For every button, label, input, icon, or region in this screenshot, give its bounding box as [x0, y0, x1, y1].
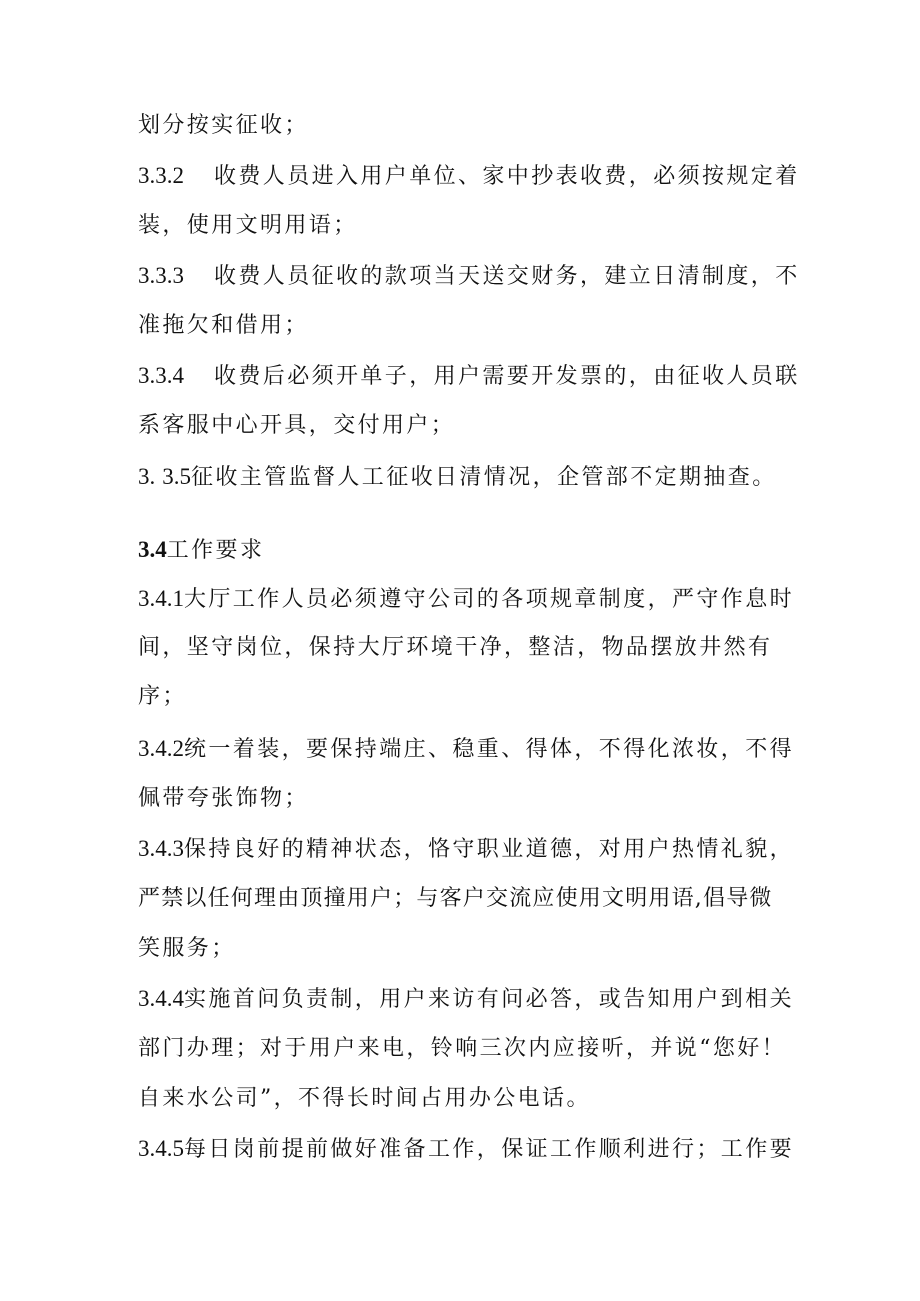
clause-3-4-3: 3.4.3保持良好的精神状态，恪守职业道德，对用户热情礼貌， [138, 836, 795, 862]
section-number: 3.4 [138, 537, 167, 562]
clause-3-3-2: 3.3.2 收费人员进入用户单位、家中抄表收费，必须按规定着 [138, 163, 800, 189]
section-heading-3-4 [138, 536, 264, 565]
clause-number: 3.4.2 [138, 736, 184, 761]
text-line: 准拖欠和借用； [138, 313, 309, 338]
text-line: 笑服务； [138, 936, 236, 961]
clause-3-4-1: 3.4.1大厅工作人员必须遵守公司的各项规章制度，严守作息时 [138, 586, 795, 612]
clause-number: 3.4.3 [138, 836, 184, 861]
clause-3-4-2: 3.4.2统一着装，要保持端庄、稳重、得体，不得化浓妆，不得 [138, 736, 795, 762]
clause-number: 3.3.3 [138, 263, 184, 288]
clause-number: 3. [138, 464, 156, 489]
clause-number: 3.4.1 [138, 586, 184, 611]
text-line: 序； [138, 684, 187, 709]
clause-number: 3.3.4 [138, 363, 184, 388]
clause-number: 3.4.5 [138, 1136, 184, 1161]
clause-3-3-3: 3.3.3 收费人员征收的款项当天送交财务，建立日清制度，不 [138, 263, 800, 289]
section-title: 工作要求 [166, 538, 265, 563]
text-line: 间，坚守岗位，保持大厅环境干净，整洁，物品摆放井然有 [138, 635, 773, 660]
text-line: 部门办理；对于用户来电，铃响三次内应接听，并说“您好！ [138, 1036, 787, 1061]
text-line: 佩带夸张饰物； [138, 786, 309, 811]
text-line: 自来水公司”，不得长时间占用办公电话。 [138, 1086, 591, 1111]
clause-3-4-5: 3.4.5每日岗前提前做好准备工作，保证工作顺利进行；工作要 [138, 1136, 795, 1162]
clause-number: 3.4.4 [138, 986, 184, 1011]
clause-number: 3.5 [162, 464, 191, 489]
text-line: 划分按实征收； [138, 113, 309, 138]
text-line: 严禁以任何理由顶撞用户；与客户交流应使用文明用语,倡导微 [138, 886, 773, 911]
clause-3-3-5: 3. 3.5征收主管监督人工征收日清情况，企管部不定期抽查。 [138, 464, 777, 490]
clause-number: 3.3.2 [138, 163, 184, 188]
text-line: 系客服中心开具，交付用户； [138, 413, 456, 438]
text-line: 装，使用文明用语； [138, 213, 358, 238]
clause-3-4-4: 3.4.4实施首问负责制，用户来访有问必答，或告知用户到相关 [138, 986, 795, 1012]
clause-3-3-4: 3.3.4 收费后必须开单子，用户需要开发票的，由征收人员联 [138, 363, 800, 389]
